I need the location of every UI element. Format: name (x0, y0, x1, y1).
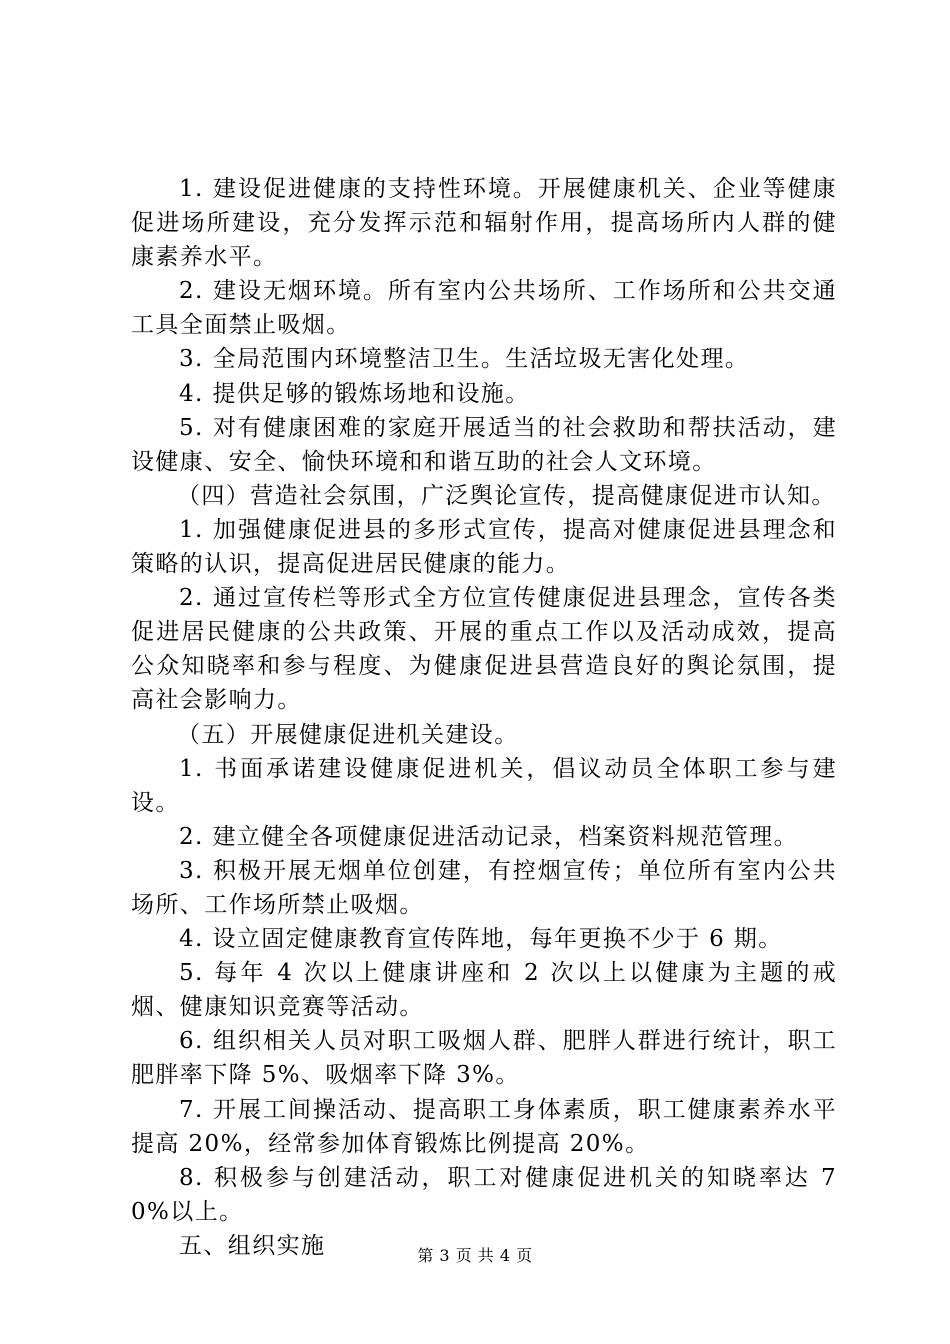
page-footer: 第 3 页 共 4 页 (417, 1246, 533, 1265)
paragraph: 3. 积极开展无烟单位创建，有控烟宣传；单位所有室内公共场所、工作场所禁止吸烟。 (131, 857, 837, 918)
section-heading: （四）营造社会氛围，广泛舆论宣传，提高健康促进市认知。 (177, 482, 836, 509)
paragraph: 1. 建设促进健康的支持性环境。开展健康机关、企业等健康促进场所建设，充分发挥示范和辐射作用，提高场所内人群的健康素养水平。 (131, 176, 837, 271)
document-body (131, 172, 837, 1263)
paragraph: 4. 设立固定健康教育宣传阵地，每年更换不少于 6 期。 (179, 926, 783, 953)
paragraph: 2. 建立健全各项健康促进活动记录，档案资料规范管理。 (179, 823, 799, 850)
section-heading: 五、组织实施 (179, 1232, 326, 1259)
section-heading: （五）开展健康促进机关建设。 (177, 721, 519, 748)
paragraph: 2. 通过宣传栏等形式全方位宣传健康促进县理念，宣传各类促进居民健康的公共政策、开展的重点工作以及活动成效，提高公众知晓率和参与程度、为健康促进县营造良好的舆论氛围，提高社会影响力。 (131, 585, 837, 714)
paragraph: 4. 提供足够的锻炼场地和设施。 (179, 380, 530, 407)
paragraph: 8. 积极参与创建活动，职工对健康促进机关的知晓率达 70%以上。 (131, 1164, 837, 1225)
paragraph: 6. 组织相关人员对职工吸烟人群、肥胖人群进行统计，职工肥胖率下降 5%、吸烟率下降 3%。 (131, 1028, 837, 1089)
paragraph: 1. 加强健康促进县的多形式宣传，提高对健康促进县理念和策略的认识，提高促进居民健康的能力。 (131, 516, 837, 578)
paragraph: 7. 开展工间操活动、提高职工身体素质，职工健康素养水平提高 20%，经常参加体育锻炼比例提高 20%。 (131, 1096, 837, 1157)
paragraph: 5. 对有健康困难的家庭开展适当的社会救助和帮扶活动，建设健康、安全、愉快环境和和谐互助的社会人文环境。 (131, 414, 837, 475)
paragraph: 1. 书面承诺建设健康促进机关，倡议动员全体职工参与建设。 (131, 755, 837, 816)
paragraph: 5. 每年 4 次以上健康讲座和 2 次以上以健康为主题的戒烟、健康知识竞赛等活动。 (131, 960, 837, 1021)
paragraph: 3. 全局范围内环境整洁卫生。生活垃圾无害化处理。 (179, 346, 750, 373)
paragraph: 2. 建设无烟环境。所有室内公共场所、工作场所和公共交通工具全面禁止吸烟。 (131, 278, 837, 339)
